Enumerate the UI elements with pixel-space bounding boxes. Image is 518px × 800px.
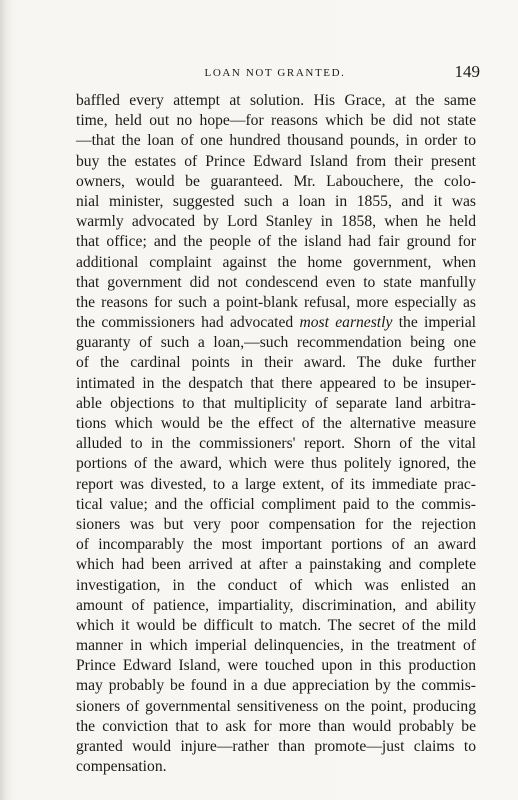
text-line: Prince Edward Island, were touched upon in this production — [76, 657, 476, 675]
text-line: granted would injure—rather than promote—just claims to — [76, 738, 476, 755]
body-text — [76, 91, 476, 777]
text-line: tions which would be the effect of the alternative measure — [76, 415, 476, 432]
text-line: alluded to in the commissioners' report. Shorn of the vital — [76, 435, 476, 453]
text-line: nial minister, suggested such a loan in 1855, and it was — [76, 192, 476, 210]
text-line: which it would be difficult to match. The secret of the mild — [76, 616, 476, 634]
text-line-last: compensation. — [76, 758, 167, 776]
text-line: guaranty of such a loan,—such recommendation being one — [76, 334, 476, 352]
text-line-with-italic — [76, 313, 476, 333]
text-line: amount of patience, impartiality, discrimination, and ability — [76, 596, 476, 614]
italic-emphasis: most earnestly — [299, 314, 393, 332]
text-line: tical value; and the official compliment paid to the commis- — [76, 495, 476, 513]
text-line: that office; and the people of the island had fair ground for — [76, 233, 476, 251]
text-line: baffled every attempt at solution. His Grace, at the same — [76, 92, 476, 109]
text-line: of the cardinal points in their award. The duke further — [76, 354, 476, 372]
text-segment: the commissioners had advocated — [76, 314, 294, 332]
text-line: portions of the award, which were thus politely ignored, the — [76, 455, 476, 473]
text-line: owners, would be guaranteed. Mr. Labouchere, the colo- — [76, 172, 476, 190]
text-line: buy the estates of Prince Edward Island from their present — [76, 152, 476, 170]
text-line: additional complaint against the home government, when — [76, 253, 476, 271]
running-title: LOAN NOT GRANTED. — [204, 67, 346, 79]
text-line: able objections to that multiplicity of separate land arbitra- — [76, 394, 476, 412]
text-line: report was divested, to a large extent, of its immediate prac- — [76, 475, 476, 493]
text-line: investigation, in the conduct of which was enlisted an — [76, 576, 476, 594]
text-line: manner in which imperial delinquencies, in the treatment of — [76, 637, 476, 655]
text-line: the reasons for such a point-blank refusal, more especially as — [76, 293, 476, 311]
text-line: the conviction that to ask for more than would probably be — [76, 717, 476, 735]
text-line: which had been arrived at after a painstaking and complete — [76, 556, 476, 574]
text-line: —that the loan of one hundred thousand pounds, in order to — [76, 132, 476, 150]
text-line: sioners of governmental sensitiveness on the point, producing — [76, 697, 476, 715]
text-line: time, held out no hope—for reasons which be did not state — [76, 112, 476, 130]
text-line: of incomparably the most important portions of an award — [76, 536, 476, 554]
text-segment: the imperial — [398, 314, 476, 332]
text-line: sioners was but very poor compensation for the rejection — [76, 515, 476, 533]
running-head — [70, 62, 480, 84]
text-line: may probably be found in a due appreciation by the commis- — [76, 677, 476, 695]
text-line: that government did not condescend even to state manfully — [76, 273, 476, 291]
text-line: intimated in the despatch that there appeared to be insuper- — [76, 374, 476, 392]
page-number: 149 — [454, 62, 480, 81]
text-line: warmly advocated by Lord Stanley in 1858, when he held — [76, 213, 476, 231]
